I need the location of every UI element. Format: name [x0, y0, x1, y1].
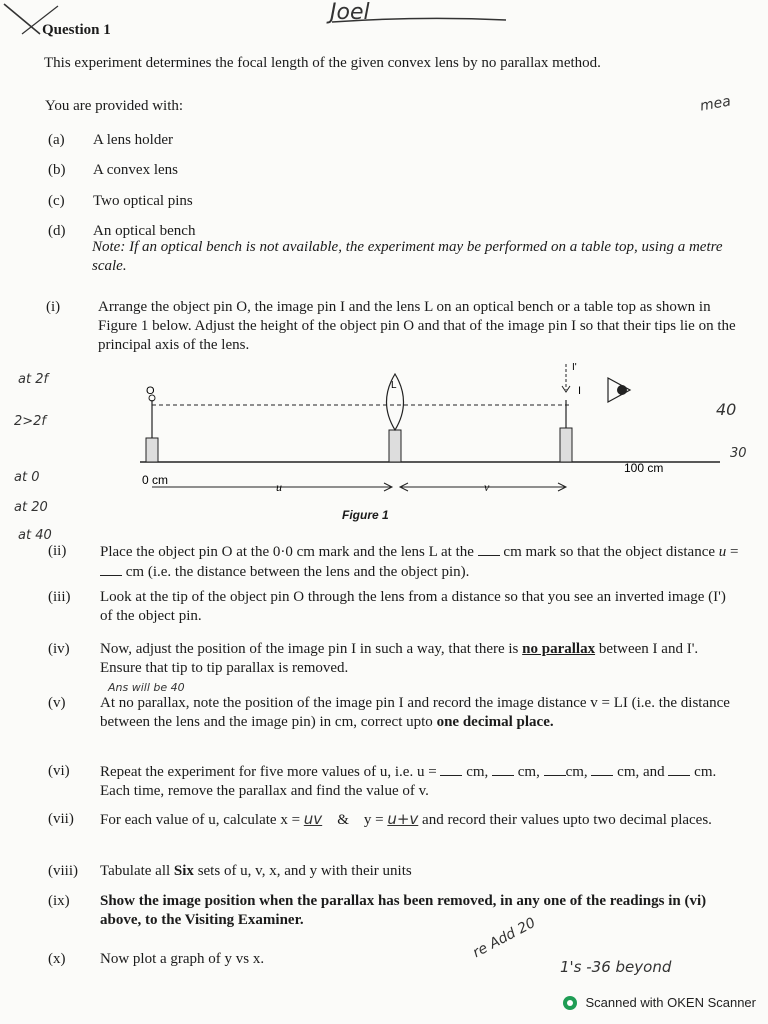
step-text-part3: cm (i.e. the distance between the lens and the object pin).	[125, 564, 470, 580]
u-blank	[591, 762, 613, 776]
item-label: (d)	[48, 223, 66, 239]
eye-pupil	[617, 385, 627, 395]
provided-item	[48, 162, 178, 179]
lens-holder	[389, 430, 401, 462]
margin-note: at 2f	[18, 372, 49, 387]
label-100-cm: 100 cm	[624, 461, 664, 475]
item-label: (c)	[48, 193, 65, 209]
scanner-logo-icon	[563, 996, 577, 1010]
step-text-part1: For each value of u, calculate x =	[100, 812, 301, 828]
figure-caption: Figure 1	[342, 508, 389, 522]
ampersand: &	[337, 812, 349, 828]
handwritten-name: Joel	[330, 0, 370, 25]
margin-note: at 20	[14, 500, 48, 515]
step-text-part2: cm mark so that the object distance	[503, 544, 716, 560]
decimal-place-emphasis: one decimal place.	[436, 714, 554, 730]
step-text: Arrange the object pin O, the image pin I and the lens L on an optical bench or a table top as shown in Figure 1 below. Adjust the height of the object pin O and that of the image pin I so that their tips lie on the principal axis of the lens.	[98, 299, 736, 353]
intro-paragraph: This experiment determines the focal length of the given convex lens by no parallax method.	[44, 55, 601, 71]
object-pin-stand	[146, 438, 158, 462]
step-iv	[48, 640, 748, 680]
step-iii	[48, 588, 748, 628]
step-ii: (ii) Place the object pin O at the 0·0 cm mark and the lens L at the cm mark so that the object distance u = cm (i.e. the distance between the lens and the object pin).	[48, 543, 739, 580]
step-text-part1: Tabulate all	[100, 863, 171, 879]
step-viii	[48, 862, 748, 884]
margin-note: 1's -36 beyond	[560, 958, 672, 976]
step-text-part1: Repeat the experiment for five more values of u, i.e. u =	[100, 764, 437, 780]
step-ix	[48, 892, 748, 932]
item-text: An optical bench	[93, 223, 196, 239]
step-number: (iv)	[48, 641, 70, 657]
step-text-part1: At no parallax, note the position of the image pin I and record the image distance v = LI (i.e. the distance between the lens and the image pin) in cm, correct upto	[100, 695, 730, 730]
margin-note: mea	[698, 93, 732, 115]
step-vi: (vi) Repeat the experiment for five more values of u, i.e. u = cm, cm, cm, cm, and cm. Each time, remove the parallax and find the value of v.	[48, 763, 717, 799]
x-formula-handwritten: uv	[303, 810, 323, 828]
step-text-part2: and record their values upto two decimal places.	[422, 812, 712, 828]
step-number: (v)	[48, 695, 66, 711]
step-text-part2: between I and I'. Ensure that tip to tip parallax is removed.	[100, 641, 699, 676]
handwritten-answer-note: Ans will be 40	[108, 681, 185, 694]
step-number: (viii)	[48, 863, 78, 879]
item-text: A convex lens	[93, 162, 178, 178]
scanner-text: Scanned with OKEN Scanner	[585, 995, 756, 1010]
label-I: I	[578, 385, 582, 397]
step-x	[48, 950, 448, 972]
step-text: Show the image position when the parallax has been removed, in any one of the readings in (vi) above, to the Visiting Examiner.	[100, 893, 707, 928]
y-label: y =	[363, 812, 384, 828]
provided-item	[48, 132, 173, 149]
margin-note: at 40	[18, 528, 52, 543]
step-number: (vi)	[48, 763, 70, 779]
handwritten-underline	[330, 14, 510, 26]
provided-item	[48, 193, 193, 210]
margin-note: 2>2f	[14, 414, 47, 429]
u-blank	[440, 762, 462, 776]
label-L: L	[391, 380, 397, 391]
step-text: Now plot a graph of y vs x.	[100, 951, 265, 967]
step-number: (x)	[48, 951, 66, 967]
lens-mark-blank	[478, 542, 500, 556]
step-v	[48, 694, 748, 754]
note-paragraph: Note: If an optical bench is not available, the experiment may be performed on a table top, using a metre scale.	[92, 239, 723, 274]
step-text-part1: Now, adjust the position of the image pin I in such a way, that there is	[100, 641, 519, 657]
question-title: Question 1	[42, 22, 111, 38]
image-pin-stand	[560, 428, 572, 462]
step-text-part1: Place the object pin O at the 0·0 cm mark and the lens L at the	[100, 544, 474, 560]
u-blank	[544, 762, 566, 776]
item-text: Two optical pins	[93, 193, 193, 209]
label-I-prime: I'	[572, 362, 577, 373]
scanner-watermark	[563, 995, 756, 1010]
label-O: O	[146, 385, 155, 397]
step-text-part3: cm. Each time, remove the parallax and find the value of v.	[100, 764, 717, 799]
provided-heading: You are provided with:	[45, 98, 184, 114]
step-number: (ix)	[48, 893, 70, 909]
step-number: (iii)	[48, 589, 71, 605]
step-number: (ii)	[48, 543, 67, 559]
no-parallax-emphasis: no parallax	[522, 641, 596, 657]
margin-note: 30	[730, 446, 747, 461]
step-text: Look at the tip of the object pin O through the lens from a distance so that you see an inverted image (I') of the object pin.	[100, 589, 726, 624]
figure-1-diagram	[130, 360, 730, 500]
label-v: v	[484, 480, 490, 494]
item-label: (b)	[48, 162, 66, 178]
margin-note: re Add 20	[470, 914, 539, 962]
step-text-part2: sets of u, v, x, and y with their units	[197, 863, 412, 879]
step-i	[46, 298, 746, 358]
object-distance-blank	[100, 562, 122, 576]
item-text: A lens holder	[93, 132, 173, 148]
step-number: (vii)	[48, 811, 74, 827]
label-zero-cm: 0 cm	[142, 473, 169, 487]
label-u: u	[276, 480, 282, 494]
u-blank	[492, 762, 514, 776]
margin-note: at 0	[14, 470, 40, 485]
u-blank	[668, 762, 690, 776]
six-emphasis: Six	[173, 863, 194, 879]
margin-note: 40	[716, 400, 737, 419]
step-number: (i)	[46, 299, 61, 315]
step-text-part2: cm, and	[617, 764, 665, 780]
step-vii	[48, 810, 748, 850]
item-label: (a)	[48, 132, 65, 148]
y-formula-handwritten: u+v	[387, 810, 419, 828]
